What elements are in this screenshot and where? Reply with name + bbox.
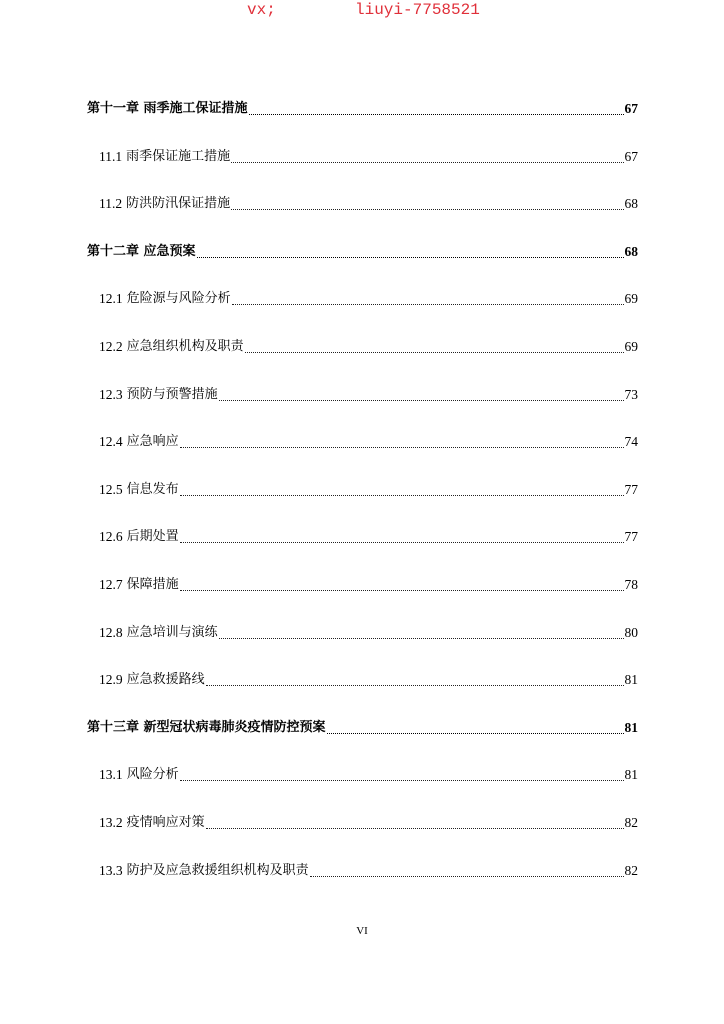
dot-leader xyxy=(180,764,624,786)
toc-entry-page: 78 xyxy=(624,576,638,592)
toc-entry-title: 应急组织机构及职责 xyxy=(126,338,244,354)
dot-leader xyxy=(231,146,623,168)
watermark-left-text: vx; xyxy=(247,1,276,19)
toc-entry-page: 69 xyxy=(624,291,638,307)
toc-entry-page: 69 xyxy=(624,338,638,354)
toc-section-entry[interactable] xyxy=(87,336,638,384)
dot-leader xyxy=(245,336,624,358)
page-footer xyxy=(0,925,724,937)
toc-entry-number: 12.5 xyxy=(99,481,123,497)
toc-entry-title: 雨季保证施工措施 xyxy=(126,148,231,164)
toc-entry-number: 12.7 xyxy=(99,576,123,592)
dot-leader xyxy=(231,193,623,215)
toc-section-entry[interactable] xyxy=(87,669,638,717)
toc-entry-title: 防护及应急救援组织机构及职责 xyxy=(126,862,309,878)
toc-section-entry[interactable] xyxy=(87,479,638,527)
toc-entry-page: 80 xyxy=(624,624,638,640)
toc-entry-number: 12.8 xyxy=(99,624,123,640)
toc-entry-title: 后期处置 xyxy=(126,529,179,545)
table-of-contents xyxy=(87,98,638,907)
dot-leader xyxy=(219,384,624,406)
toc-entry-title: 应急培训与演练 xyxy=(126,624,218,640)
dot-leader xyxy=(249,98,624,120)
toc-entry-page: 81 xyxy=(624,672,638,688)
toc-section-entry[interactable] xyxy=(87,812,638,860)
toc-entry-title: 风险分析 xyxy=(126,767,179,783)
toc-entry-number: 11.2 xyxy=(99,196,123,212)
toc-entry-title: 第十二章 应急预案 xyxy=(87,243,196,259)
dot-leader xyxy=(180,526,624,548)
toc-entry-title: 保障措施 xyxy=(126,576,179,592)
dot-leader xyxy=(327,717,624,739)
toc-section-entry[interactable] xyxy=(87,146,638,194)
toc-section-entry[interactable] xyxy=(87,860,638,908)
toc-entry-number: 12.4 xyxy=(99,434,123,450)
toc-entry-page: 77 xyxy=(624,529,638,545)
toc-chapter-entry[interactable] xyxy=(87,241,638,289)
toc-entry-number: 12.6 xyxy=(99,529,123,545)
dot-leader xyxy=(206,812,624,834)
toc-section-entry[interactable] xyxy=(87,574,638,622)
toc-entry-page: 67 xyxy=(624,101,638,116)
toc-entry-page: 82 xyxy=(624,862,638,878)
toc-entry-title: 应急响应 xyxy=(126,434,179,450)
toc-entry-page: 81 xyxy=(624,719,638,735)
toc-section-entry[interactable] xyxy=(87,384,638,432)
toc-entry-page: 68 xyxy=(624,196,638,212)
toc-section-entry[interactable] xyxy=(87,193,638,241)
toc-section-entry[interactable] xyxy=(87,431,638,479)
toc-entry-number: 13.1 xyxy=(99,767,123,783)
toc-entry-title: 危险源与风险分析 xyxy=(126,291,231,307)
dot-leader xyxy=(206,669,624,691)
toc-entry-number: 12.9 xyxy=(99,672,123,688)
toc-section-entry[interactable] xyxy=(87,622,638,670)
toc-entry-title: 疫情响应对策 xyxy=(126,814,205,830)
toc-section-entry[interactable] xyxy=(87,764,638,812)
watermark xyxy=(0,0,724,22)
watermark-right-text: liuyi-7758521 xyxy=(355,1,480,19)
dot-leader xyxy=(232,288,624,310)
toc-entry-page: 68 xyxy=(624,243,638,259)
toc-entry-page: 67 xyxy=(624,148,638,164)
toc-entry-title: 信息发布 xyxy=(126,481,179,497)
dot-leader xyxy=(180,479,624,501)
toc-entry-number: 13.2 xyxy=(99,814,123,830)
toc-entry-title: 应急救援路线 xyxy=(126,672,205,688)
toc-entry-number: 13.3 xyxy=(99,862,123,878)
dot-leader xyxy=(180,574,624,596)
dot-leader xyxy=(180,431,624,453)
toc-entry-number: 12.3 xyxy=(99,386,123,402)
toc-entry-page: 81 xyxy=(624,767,638,783)
toc-entry-title: 防洪防汛保证措施 xyxy=(126,196,231,212)
dot-leader xyxy=(310,860,624,882)
toc-entry-page: 82 xyxy=(624,814,638,830)
toc-entry-number: 12.2 xyxy=(99,338,123,354)
toc-entry-page: 77 xyxy=(624,481,638,497)
toc-section-entry[interactable] xyxy=(87,288,638,336)
toc-entry-title: 预防与预警措施 xyxy=(126,386,218,402)
toc-entry-page: 74 xyxy=(624,434,638,450)
toc-entry-page: 73 xyxy=(624,386,638,402)
page-number: VI xyxy=(356,925,368,937)
toc-entry-number: 12.1 xyxy=(99,291,123,307)
toc-chapter-entry[interactable] xyxy=(87,98,638,146)
dot-leader xyxy=(219,622,624,644)
toc-section-entry[interactable] xyxy=(87,526,638,574)
toc-entry-title: 第十三章 新型冠状病毒肺炎疫情防控预案 xyxy=(87,719,326,735)
toc-entry-title: 第十一章 雨季施工保证措施 xyxy=(87,101,248,116)
dot-leader xyxy=(197,241,624,263)
toc-chapter-entry[interactable] xyxy=(87,717,638,765)
toc-entry-number: 11.1 xyxy=(99,148,123,164)
